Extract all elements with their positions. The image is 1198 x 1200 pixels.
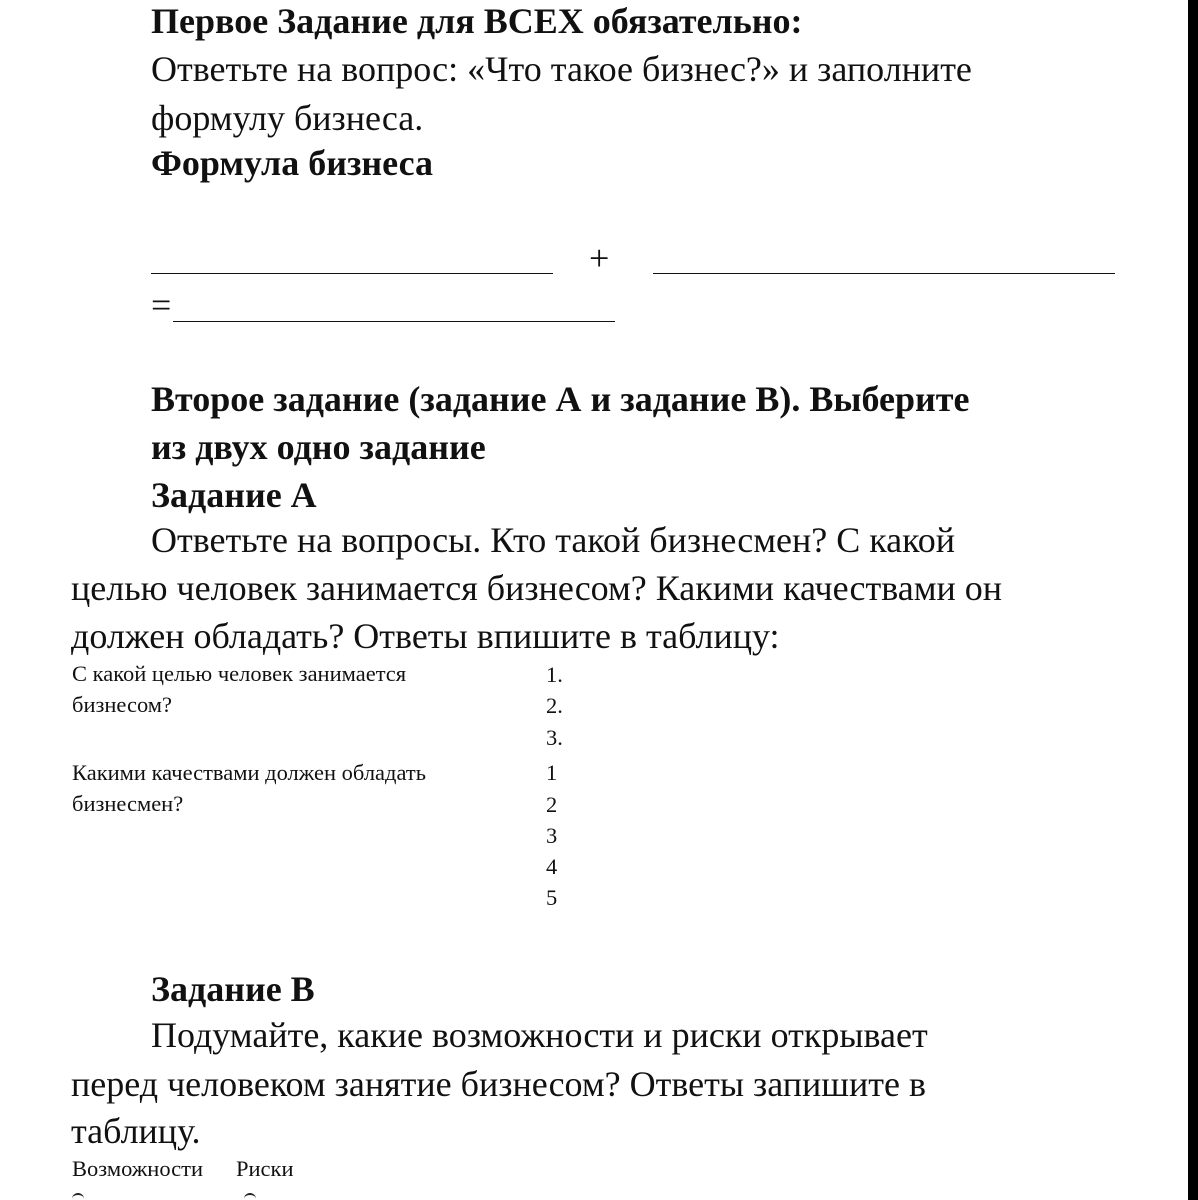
formula-plus-sign: + — [589, 238, 610, 278]
table-answer-number[interactable]: 3 — [546, 823, 558, 848]
task-b-heading: Задание В — [151, 969, 315, 1009]
formula-heading: Формула бизнеса — [151, 143, 434, 183]
task-b-table-header-opportunities: Возможности — [72, 1156, 204, 1181]
task-b-table-header-risks: Риски — [236, 1156, 294, 1181]
formula-equals-sign: = — [151, 285, 172, 325]
table-answer-number[interactable]: 2. — [546, 693, 563, 718]
table-question-2-line-2: бизнесмен? — [72, 791, 184, 816]
table-question-1-line-1: С какой целью человек занимается — [72, 661, 407, 686]
task1-heading: Первое Задание для ВСЕХ обязательно: — [151, 1, 803, 41]
table-question-1-line-2: бизнесом? — [72, 692, 172, 717]
task1-text-line-1: Ответьте на вопрос: «Что такое бизнес?» и заполните — [151, 49, 972, 89]
task-a-text-line-3: должен обладать? Ответы впишите в таблицу: — [71, 616, 780, 656]
task-a-text-line-2: целью человек занимается бизнесом? Какими качествами он — [71, 568, 1003, 608]
task2-heading-line-1: Второе задание (задание А и задание В). Выберите — [151, 379, 970, 419]
task-a-heading: Задание А — [151, 475, 317, 515]
task-b-text-line-3: таблицу. — [71, 1111, 201, 1151]
table-answer-number[interactable]: 3. — [546, 725, 563, 750]
cut-off-text-fragment — [72, 1190, 86, 1200]
cut-off-text-fragment — [244, 1190, 258, 1200]
table-answer-number[interactable]: 4 — [546, 854, 558, 879]
page-edge — [1188, 0, 1198, 1200]
formula-blank-2[interactable] — [653, 273, 1115, 274]
task-b-text-line-2: перед человеком занятие бизнесом? Ответы запишите в — [71, 1064, 926, 1104]
table-answer-number[interactable]: 1 — [546, 760, 558, 785]
task-a-text-line-1: Ответьте на вопросы. Кто такой бизнесмен? С какой — [151, 520, 956, 560]
task2-heading-line-2: из двух одно задание — [151, 427, 486, 467]
table-answer-number[interactable]: 5 — [546, 885, 558, 910]
formula-blank-1[interactable] — [151, 273, 553, 274]
formula-blank-result[interactable] — [173, 321, 615, 322]
table-question-2-line-1: Какими качествами должен обладать — [72, 760, 426, 785]
task1-text-line-2: формулу бизнеса. — [151, 98, 424, 138]
task-b-text-line-1: Подумайте, какие возможности и риски открывает — [151, 1015, 928, 1055]
table-answer-number[interactable]: 2 — [546, 792, 558, 817]
table-answer-number[interactable]: 1. — [546, 662, 563, 687]
